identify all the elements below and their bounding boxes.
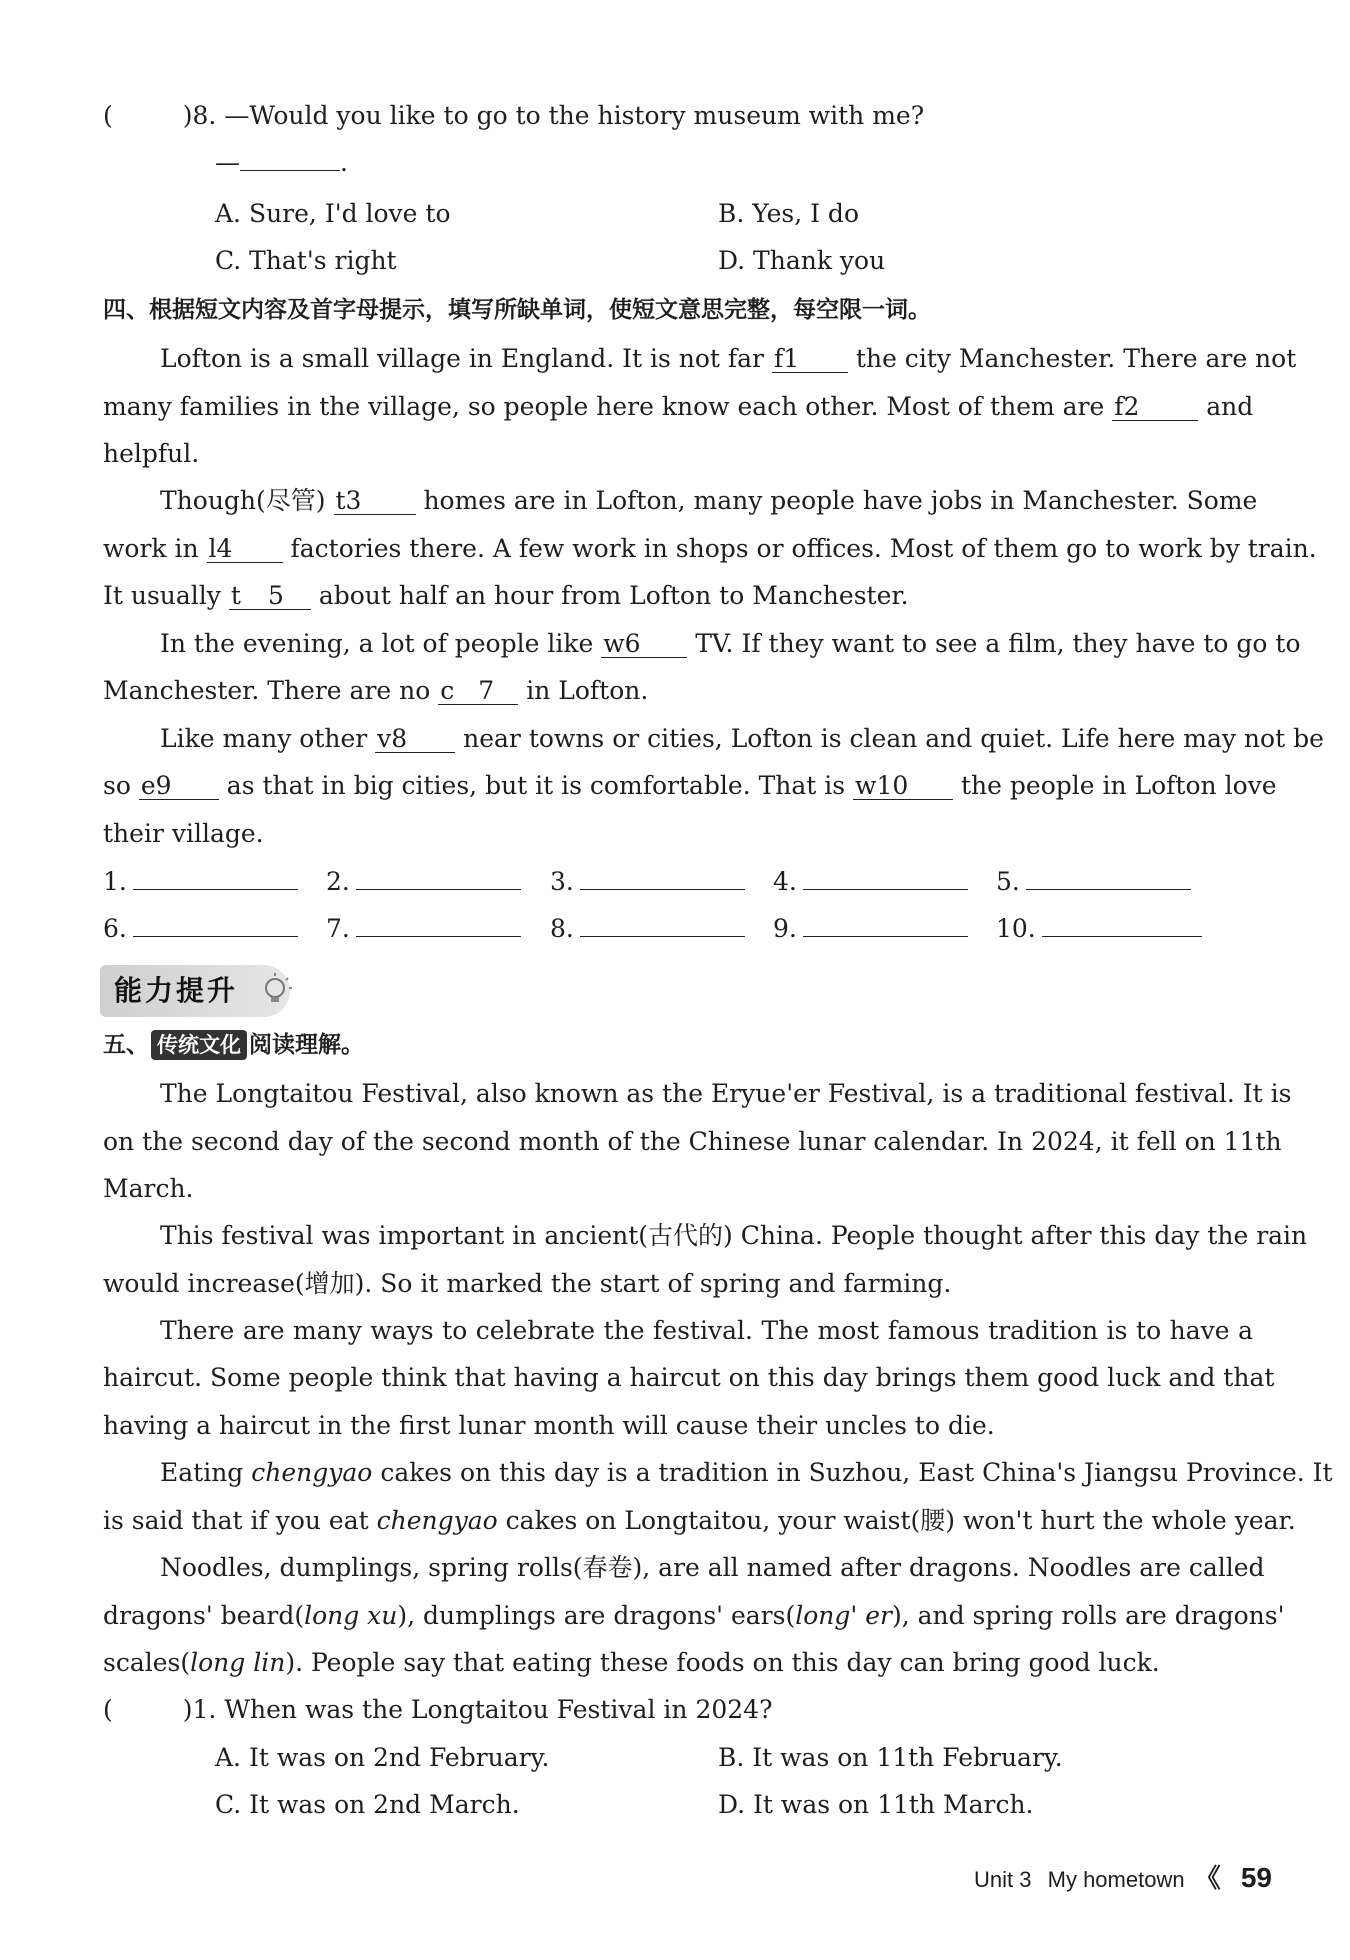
option-d[interactable]: D. Thank you [718, 246, 886, 275]
blank-3[interactable]: t 3 [334, 484, 416, 515]
answer-blank[interactable]: 2. [326, 858, 521, 906]
answer-blank[interactable]: 5. [996, 858, 1191, 906]
passage-line: dragons' beard(long xu), dumplings are dragons' ears(long' er), and spring rolls are dragons' [103, 1601, 1285, 1630]
answer-blank[interactable]: 7. [326, 905, 521, 953]
option-d[interactable]: D. It was on 11th March. [718, 1790, 1034, 1819]
passage-line: This festival was important in ancient(古代的) China. People thought after this day the rain [160, 1221, 1308, 1250]
answer-blank[interactable]: 3. [550, 858, 745, 906]
blank-10[interactable]: w 10 [853, 769, 953, 800]
passage-line: would increase(增加). So it marked the start of spring and farming. [103, 1269, 952, 1298]
passage-line: There are many ways to celebrate the festival. The most famous tradition is to have a [160, 1316, 1253, 1345]
passage-line: The Longtaitou Festival, also known as the Eryue'er Festival, is a traditional festival. It is [160, 1079, 1292, 1108]
passage-line: Noodles, dumplings, spring rolls(春卷), are all named after dragons. Noodles are called [160, 1553, 1265, 1582]
passage-line: on the second day of the second month of the Chinese lunar calendar. In 2024, it fell on 11th [103, 1127, 1282, 1156]
option-c[interactable]: C. It was on 2nd March. [215, 1790, 520, 1819]
unit-title: My hometown [1047, 1867, 1185, 1892]
blank-4[interactable]: l 4 [207, 532, 283, 563]
option-b[interactable]: B. Yes, I do [718, 199, 859, 228]
passage-line: Manchester. There are no c 7 in Lofton. [103, 676, 649, 705]
passage-line: In the evening, a lot of people like w 6 TV. If they want to see a film, they have to go to [160, 629, 1301, 658]
page-number: 59 [1240, 1862, 1272, 1893]
section-4-heading: 四、根据短文内容及首字母提示，填写所缺单词，使短文意思完整，每空限一词。 [103, 297, 931, 323]
passage-line: having a haircut in the first lunar month will cause their uncles to die. [103, 1411, 995, 1440]
reply-blank[interactable] [240, 140, 340, 171]
passage-line: Like many other v 8 near towns or cities, Lofton is clean and quiet. Life here may not be [160, 724, 1324, 753]
passage-line: helpful. [103, 439, 200, 468]
answer-blank[interactable]: 6. [103, 905, 298, 953]
blank-2[interactable]: f 2 [1112, 390, 1198, 421]
passage-line: many families in the village, so people here know each other. Most of them are f 2 and [103, 392, 1254, 421]
culture-tag: 传统文化 [151, 1030, 247, 1060]
answer-blank[interactable]: 8. [550, 905, 745, 953]
question-number: )8. [182, 101, 217, 130]
blank-1[interactable]: f 1 [772, 342, 848, 373]
passage-line: Eating chengyao cakes on this day is a tradition in Suzhou, East China's Jiangsu Province. It [160, 1458, 1333, 1487]
question-stem: —Would you like to go to the history museum with me? [224, 101, 925, 130]
passage-line: scales(long lin). People say that eating these foods on this day can bring good luck. [103, 1648, 1160, 1677]
passage-line: Lofton is a small village in England. It is not far f 1 the city Manchester. There are not [160, 344, 1297, 373]
passage-line: It usually t 5 about half an hour from Lofton to Manchester. [103, 581, 909, 610]
page-footer [974, 1858, 1272, 1895]
answer-blank[interactable]: 4. [773, 858, 968, 906]
passage-line: Though(尽管) t 3 homes are in Lofton, many people have jobs in Manchester. Some [160, 486, 1258, 515]
ability-banner: 能力提升 [100, 965, 290, 1017]
option-a[interactable]: A. It was on 2nd February. [215, 1743, 550, 1772]
blank-8[interactable]: v 8 [375, 722, 455, 753]
answer-paren-left: ( [103, 101, 113, 130]
blank-9[interactable]: e 9 [139, 769, 219, 800]
option-a[interactable]: A. Sure, I'd love to [215, 199, 451, 228]
answer-blank[interactable]: 9. [773, 905, 968, 953]
passage-line: is said that if you eat chengyao cakes on Longtaitou, your waist(腰) won't hurt the whole year. [103, 1506, 1296, 1535]
lightbulb-icon [255, 970, 295, 1010]
chevron-left-icon: 《 [1194, 1863, 1221, 1893]
dialogue-reply-line: — . [215, 139, 348, 187]
passage-line: so e 9 as that in big cities, but it is comfortable. That is w 10 the people in Lofton love [103, 771, 1277, 800]
blank-6[interactable]: w 6 [601, 627, 687, 658]
blank-5[interactable]: t 5 [229, 579, 311, 610]
passage-line: work in l 4 factories there. A few work in shops or offices. Most of them go to work by train. [103, 534, 1317, 563]
unit-label: Unit 3 [974, 1867, 1032, 1892]
passage-line: their village. [103, 819, 264, 848]
blank-7[interactable]: c 7 [438, 674, 518, 705]
answer-blank[interactable]: 1. [103, 858, 298, 906]
section-5-heading: 五、 传统文化 阅读理解。 [103, 1032, 364, 1058]
option-c[interactable]: C. That's right [215, 246, 397, 275]
passage-line: haircut. Some people think that having a haircut on this day brings them good luck and that [103, 1363, 1275, 1392]
question-1: ( )1. When was the Longtaitou Festival in 2024? [103, 1695, 773, 1724]
question-8 [103, 92, 924, 140]
option-b[interactable]: B. It was on 11th February. [718, 1743, 1063, 1772]
answer-blank[interactable]: 10. [996, 905, 1202, 953]
passage-line: March. [103, 1174, 194, 1203]
